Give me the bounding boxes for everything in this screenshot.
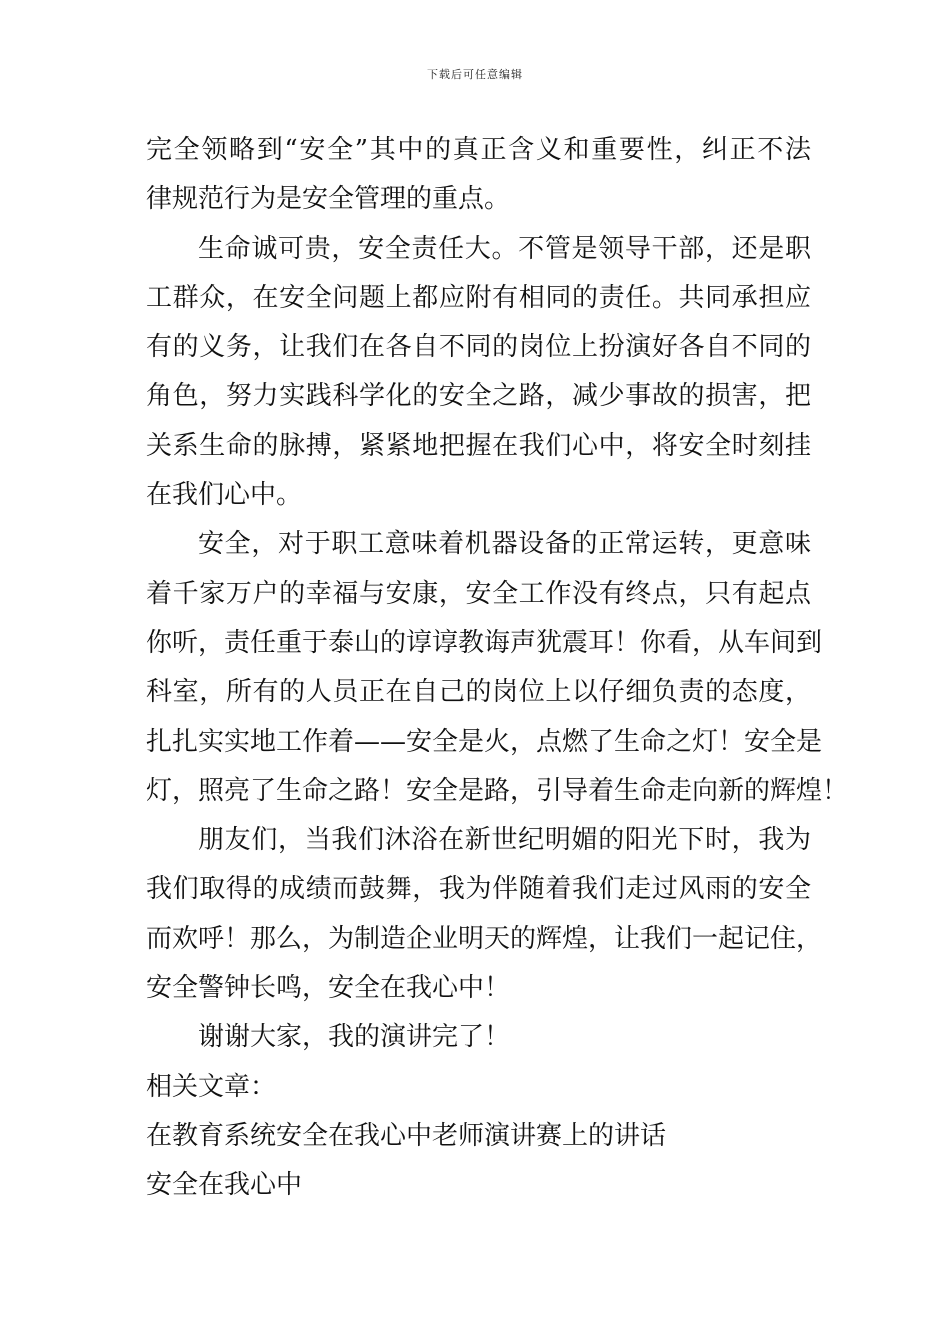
text-line: 有的义务，让我们在各自不同的岗位上扮演好各自不同的 [146,332,811,363]
text-line: 扎扎实实地工作着——安全是火，点燃了生命之灯！安全是 [146,726,823,757]
text-line: 在我们心中。 [146,480,303,511]
text-line: 工群众，在安全问题上都应附有相同的责任。共同承担应 [146,282,811,313]
related-article-link[interactable]: 安全在我心中 [146,1170,303,1201]
text-line: 谢谢大家，我的演讲完了！ [198,1022,511,1053]
text-line: 安全，对于职工意味着机器设备的正常运转，更意味 [198,529,811,560]
text-line: 我们取得的成绩而鼓舞，我为伴随着我们走过风雨的安全 [146,874,811,905]
text-line: 着千家万户的幸福与安康，安全工作没有终点，只有起点 [146,578,811,609]
text-line: 而欢呼！那么，为制造企业明天的辉煌，让我们一起记住， [146,923,823,954]
page-header: 下载后可任意编辑 [427,68,523,81]
text-line: 生命诚可贵，安全责任大。不管是领导干部，还是职 [198,233,811,264]
document-body [146,126,849,1211]
text-line: 角色，努力实践科学化的安全之路，减少事故的损害，把 [146,381,811,412]
text-line: 科室，所有的人员正在自己的岗位上以仔细负责的态度， [146,677,811,708]
text-line: 你听，责任重于泰山的谆谆教诲声犹震耳！你看，从车间到 [146,627,823,658]
related-articles-heading: 相关文章： [146,1071,277,1102]
text-line: 朋友们，当我们沐浴在新世纪明媚的阳光下时，我为 [198,825,811,856]
text-line: 律规范行为是安全管理的重点。 [146,184,511,215]
text-line: 安全警钟长鸣，安全在我心中！ [146,973,511,1004]
related-article-link[interactable]: 在教育系统安全在我心中老师演讲赛上的讲话 [146,1120,667,1151]
text-line: 完全领略到“安全”其中的真正含义和重要性，纠正不法 [146,135,811,165]
text-line: 关系生命的脉搏，紧紧地把握在我们心中，将安全时刻挂 [146,430,811,461]
text-line: 灯，照亮了生命之路！安全是路，引导着生命走向新的辉煌！ [146,775,849,806]
